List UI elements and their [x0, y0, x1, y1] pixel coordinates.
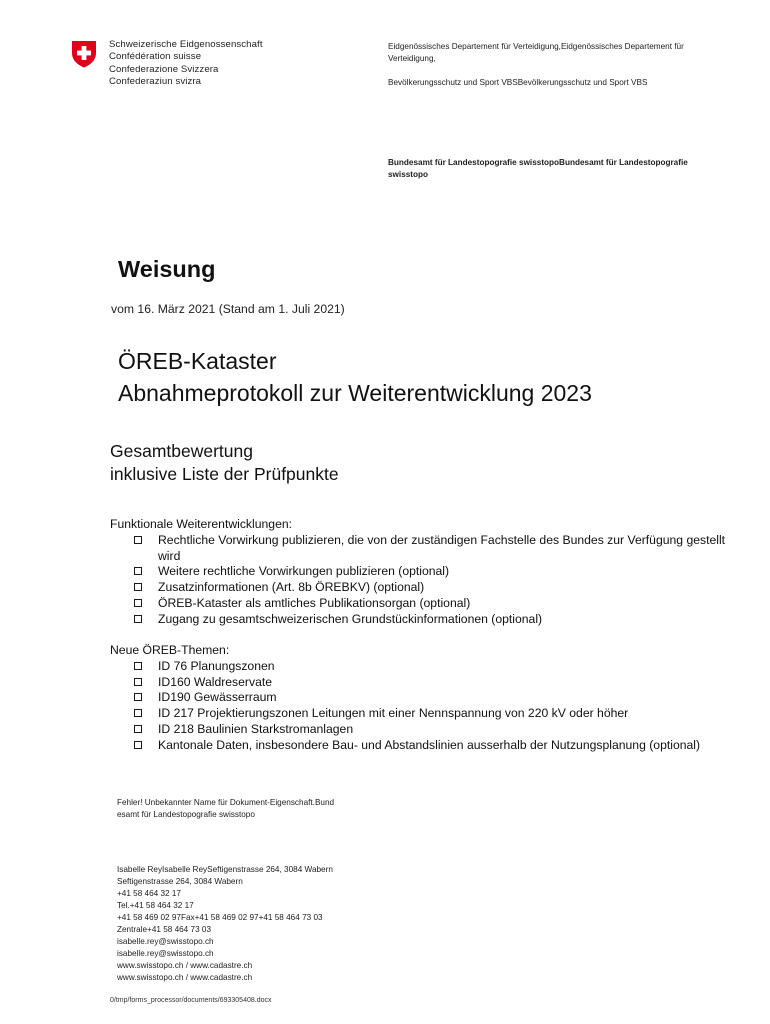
checklist [110, 533, 728, 628]
checklist-item-label: Rechtliche Vorwirkung publizieren, die von der zuständigen Fachstelle des Bundes zur Verfügung gestellt wird [158, 532, 726, 563]
confederation-name-fr: Confédération suisse [109, 51, 202, 63]
checkbox-icon[interactable] [134, 599, 142, 607]
section-heading: Funktionale Weiterentwicklungen: [110, 517, 293, 531]
contact-email[interactable]: isabelle.rey@swisstopo.ch [117, 949, 214, 959]
checklist-item-label: ID 218 Baulinien Starkstromanlagen [158, 721, 354, 736]
contact-website[interactable]: www.swisstopo.ch / www.cadastre.ch [117, 973, 253, 983]
checklist-item [110, 738, 728, 754]
section-heading: Neue ÖREB-Themen: [110, 643, 230, 657]
checkbox-icon[interactable] [134, 567, 142, 575]
confederation-name-rm: Confederaziun svizra [109, 76, 202, 88]
checkbox-icon[interactable] [134, 693, 142, 701]
department-name: Eidgenössisches Departement für Verteidigung,Eidgenössisches Departement für Verteidigung, [388, 42, 684, 64]
checkbox-icon[interactable] [134, 709, 142, 717]
sender-block [117, 797, 334, 821]
checklist-item [110, 533, 728, 565]
sender-line: esamt für Landestopografie swisstopo [117, 810, 255, 819]
document-title [118, 345, 592, 409]
checkbox-icon[interactable] [134, 583, 142, 591]
file-path: 0/tmp/forms_processor/documents/693305408.docx [110, 997, 272, 1004]
contact-email[interactable]: isabelle.rey@swisstopo.ch [117, 937, 214, 947]
contact-name-address: Isabelle ReyIsabelle ReySeftigenstrasse 264, 3084 Wabern [117, 865, 333, 874]
document-date: vom 16. März 2021 (Stand am 1. Juli 2021) [111, 302, 345, 316]
checklist-item [110, 690, 728, 706]
checklist-item-label: Weitere rechtliche Vorwirkungen publizieren (optional) [158, 564, 450, 579]
contact-phone-labeled: Tel.+41 58 464 32 17 [117, 901, 194, 911]
checklist-item-label: ID160 Waldreservate [158, 674, 273, 689]
contact-address: Seftigenstrasse 264, 3084 Wabern [117, 877, 243, 887]
document-subtitle [110, 440, 339, 486]
sender-line: Fehler! Unbekannter Name für Dokument-Eigenschaft.Bund [117, 798, 335, 807]
document-type: Weisung [118, 256, 216, 282]
checklist-item [110, 722, 728, 738]
checklist-item [110, 675, 728, 691]
checklist-item-label: ID 217 Projektierungszonen Leitungen mit einer Nennspannung von 220 kV oder höher [158, 706, 629, 721]
new-topics-section [110, 643, 728, 754]
confederation-name-it: Confederazione Svizzera [109, 63, 219, 75]
checklist-item-label: Zusatzinformationen (Art. 8b ÖREBKV) (optional) [158, 580, 425, 595]
checklist-item [110, 596, 728, 612]
checkbox-icon[interactable] [134, 536, 142, 544]
confederation-name-de: Schweizerische Eidgenossenschaft [109, 39, 263, 50]
checklist-item-label: ID190 Gewässerraum [158, 690, 277, 705]
functional-developments-section [110, 517, 728, 628]
contact-block [117, 864, 333, 984]
swiss-coat-of-arms-icon [70, 40, 98, 68]
subtitle-line-2: inklusive Liste der Prüfpunkte [110, 464, 339, 484]
department-block [388, 41, 688, 101]
checklist-item-label: Kantonale Daten, insbesondere Bau- und Abstandslinien ausserhalb der Nutzungsplanung (optional) [158, 737, 701, 752]
subtitle-line-1: Gesamtbewertung [110, 441, 253, 461]
contact-switchboard: Zentrale+41 58 464 73 03 [117, 925, 212, 935]
contact-fax: +41 58 469 02 97Fax+41 58 469 02 97+41 58 464 73 03 [117, 913, 323, 923]
checkbox-icon[interactable] [134, 725, 142, 733]
checklist [110, 659, 728, 754]
checkbox-icon[interactable] [134, 678, 142, 686]
title-line-1: ÖREB-Kataster [118, 348, 277, 374]
contact-website[interactable]: www.swisstopo.ch / www.cadastre.ch [117, 961, 253, 971]
checkbox-icon[interactable] [134, 662, 142, 670]
checkbox-icon[interactable] [134, 615, 142, 623]
federal-office: Bundesamt für Landestopografie swisstopoBundesamt für Landestopografie swisstopo [388, 158, 688, 179]
checklist-item [110, 706, 728, 722]
checklist-item [110, 580, 728, 596]
checklist-item-label: ID 76 Planungszonen [158, 658, 275, 673]
checkbox-icon[interactable] [134, 741, 142, 749]
checklist-item [110, 564, 728, 580]
checklist-item [110, 612, 728, 628]
title-line-2: Abnahmeprotokoll zur Weiterentwicklung 2023 [118, 380, 592, 406]
checklist-item-label: Zugang zu gesamtschweizerischen Grundstückinformationen (optional) [158, 611, 543, 626]
contact-phone: +41 58 464 32 17 [117, 889, 181, 899]
checklist-item [110, 659, 728, 675]
department-name-continued: Bevölkerungsschutz und Sport VBSBevölkerungsschutz und Sport VBS [388, 78, 648, 88]
confederation-names [109, 39, 263, 89]
checklist-item-label: ÖREB-Kataster als amtliches Publikationsorgan (optional) [158, 595, 471, 610]
